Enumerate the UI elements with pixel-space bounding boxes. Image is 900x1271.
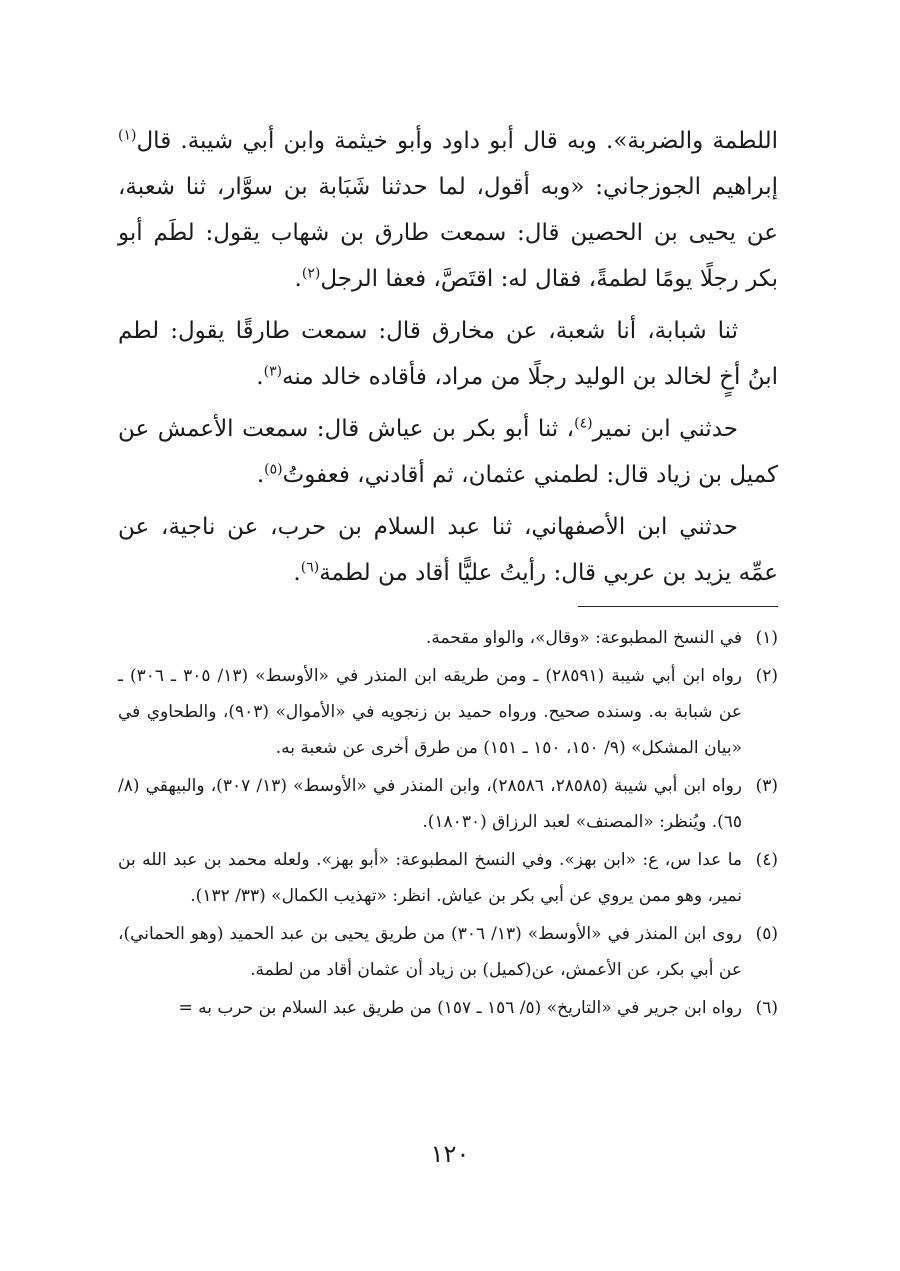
- paragraph-text: ثنا شبابة، أنا شعبة، عن مخارق قال: سمعت طارقًا يقول: لطم ابنُ أخٍ لخالد بن الوليد رجلًا من مراد، فأقاده خالد منه: [118, 318, 778, 390]
- footnote-ref[interactable]: (٣): [263, 363, 283, 380]
- footnote-ref[interactable]: (٢): [301, 265, 321, 282]
- paragraph-text: إبراهيم الجوزجاني: «وبه أقول، لما حدثنا شَبَابة بن سوَّار، ثنا شعبة، عن يحيى بن الحصين قال: سمعت طارق بن شهاب يقول: لطَم أبو بكر رجلًا يومًا لطمةً، فقال له: اقتَصَّ، فعفا الرجل: [118, 174, 778, 292]
- footnote-item: [118, 842, 778, 914]
- footnotes: [118, 620, 778, 1028]
- footnote-divider: [578, 606, 778, 607]
- footnote-item: [118, 916, 778, 988]
- main-text: [118, 118, 778, 596]
- footnote-item: [118, 658, 778, 766]
- footnote-number: (٤): [755, 850, 778, 870]
- footnote-number: (٥): [755, 924, 778, 944]
- footnote-ref[interactable]: (٤): [574, 415, 593, 432]
- footnote-item: [118, 990, 778, 1026]
- footnote-item: [118, 768, 778, 840]
- footnote-ref[interactable]: (١): [118, 127, 137, 144]
- paragraph-3: [118, 406, 778, 498]
- paragraph-text: .: [293, 560, 301, 586]
- paragraph-text: اللطمة والضربة». وبه قال أبو داود وأبو خيثمة وابن أبي شيبة. قال: [136, 128, 778, 154]
- paragraph-text: ، ثنا أبو بكر بن عياش قال: سمعت الأعمش عن كميل بن زياد قال: لطمني عثمان، ثم أقادني، فعفوتُ: [118, 416, 778, 488]
- page-number: ١٢٠: [430, 1140, 470, 1168]
- footnote-number: (١): [755, 628, 778, 648]
- footnote-text: رواه ابن جرير في «التاريخ» (٥/ ١٥٦ ـ ١٥٧) من طريق عبد السلام بن حرب به =: [178, 998, 742, 1018]
- paragraph-text: حدثني ابن الأصفهاني، ثنا عبد السلام بن حرب، عن ناجية، عن عمِّه يزيد بن عربي قال: رأيتُ عليًّا أقاد من لطمة: [118, 514, 778, 586]
- footnote-ref[interactable]: (٥): [264, 461, 283, 478]
- paragraph-2: [118, 308, 778, 400]
- footnote-number: (٣): [755, 776, 778, 796]
- footnote-text: رواه ابن أبي شيبة (٢٨٥٨٥، ٢٨٥٨٦)، وابن المنذر في «الأوسط» (١٣/ ٣٠٧)، والبيهقي (٨/ ٦٥). ويُنظر: «المصنف» لعبد الرزاق (١٨٠٣٠).: [118, 776, 742, 832]
- footnote-text: في النسخ المطبوعة: «وقال»، والواو مقحمة.: [425, 628, 742, 648]
- paragraph-1: [118, 118, 778, 302]
- paragraph-text: .: [294, 266, 302, 292]
- footnote-number: (٦): [755, 998, 778, 1018]
- paragraph-text: حدثني ابن نمير: [592, 416, 738, 442]
- footnote-ref[interactable]: (٦): [300, 559, 320, 576]
- footnote-item: [118, 620, 778, 656]
- paragraph-4: [118, 504, 778, 596]
- footnote-text: ما عدا س، ع: «ابن بهز». وفي النسخ المطبوعة: «أبو بهز». ولعله محمد بن عبد الله بن نمير، وهو ممن يروي عن أبي بكر بن عياش. انظر: «تهذيب الكمال» (٣٣/ ١٣٢).: [118, 850, 742, 906]
- footnote-number: (٢): [755, 666, 778, 686]
- footnote-text: رواه ابن أبي شيبة (٢٨٥٩١) ـ ومن طريقه ابن المنذر في «الأوسط» (١٣/ ٣٠٥ ـ ٣٠٦) ـ عن شبابة به. وسنده صحيح. ورواه حميد بن زنجويه في «الأموال» (٩٠٣)، والطحاوي في «بيان المشكل» (٩/ ١٥٠، ١٥٠ ـ ١٥١) من طرق أخرى عن شعبة به.: [118, 666, 743, 758]
- paragraph-text: .: [256, 462, 265, 488]
- paragraph-text: .: [256, 364, 264, 390]
- footnote-text: روى ابن المنذر في «الأوسط» (١٣/ ٣٠٦) من طريق يحيى بن عبد الحميد (وهو الحماني)، عن أبي بكر، عن الأعمش، عن(كميل) بن زياد أن عثمان أقاد من لطمة.: [118, 924, 743, 980]
